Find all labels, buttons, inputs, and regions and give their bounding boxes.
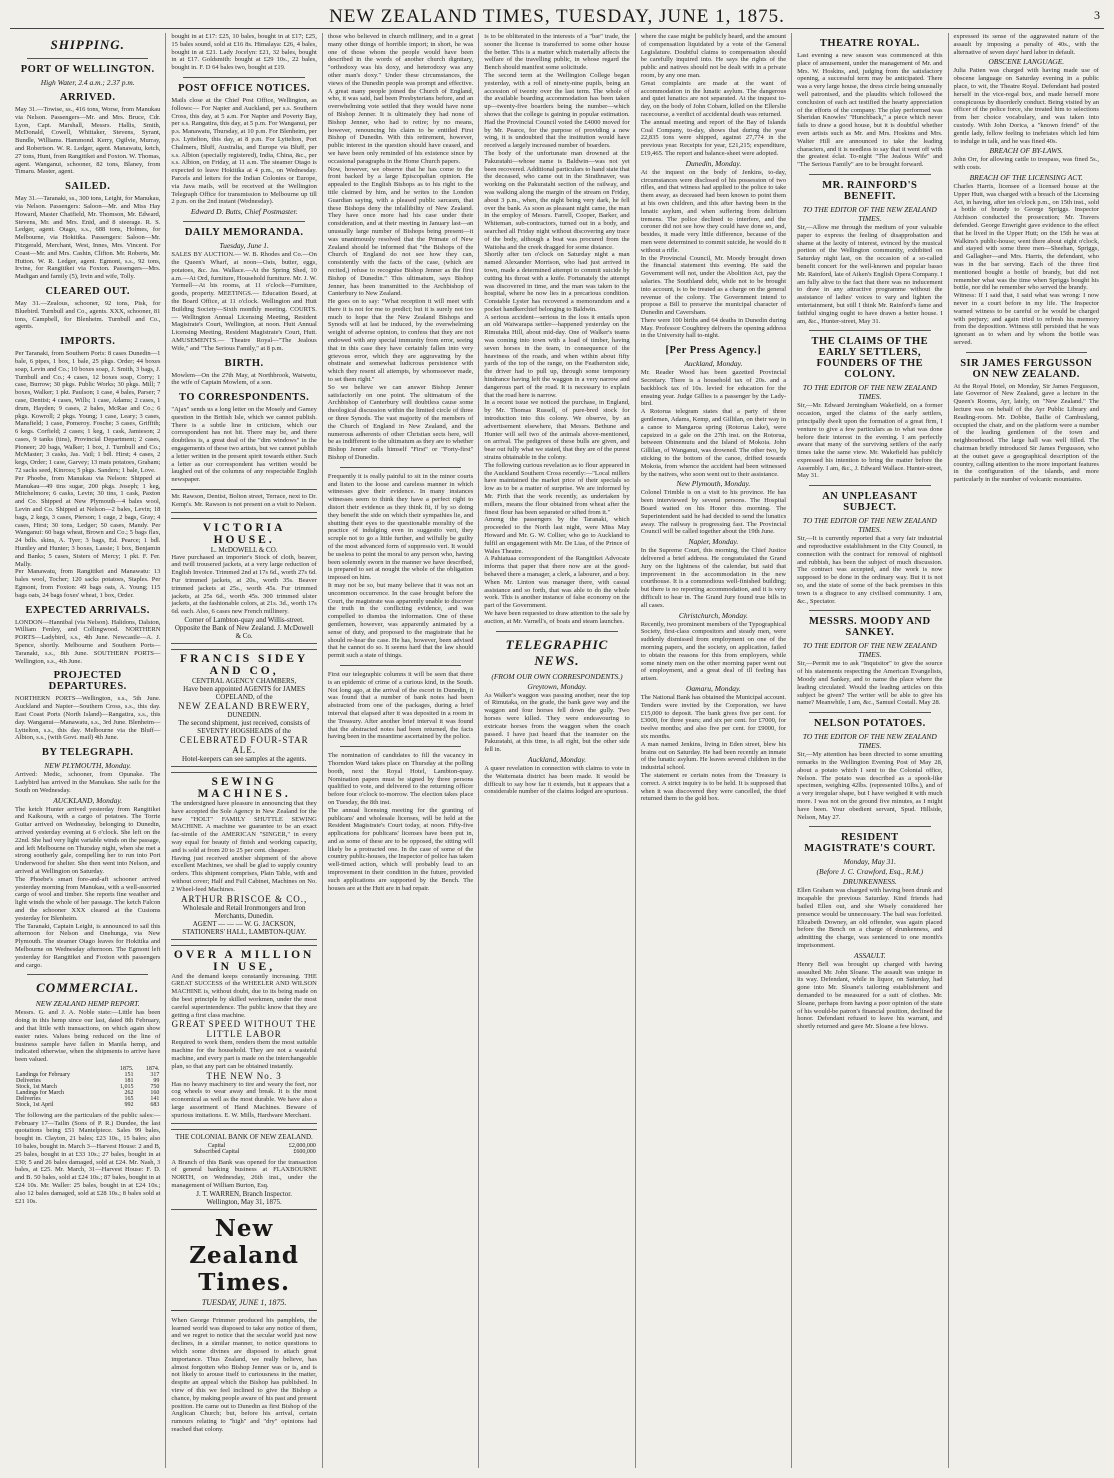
- shipping-notes-3: The Taranaki, Captain Leight, is announced to sail this afternoon for Nelson and Onehunga, via New Plymouth. The steamer Otago leaves for Hokitika and Melbourne on Wednesday afternoon. The Egmont left yesterday for Rangitikei and Foxton with passengers and cargo.: [15, 922, 161, 969]
- witness-text: Witness: If I said that, I said what was wrong: I now never in a court before in my life. The Inspector warned witness to be careful or he would be charged with perjury; and again tried to refresh his memory from the deposition. Witness still persisted that he was ignorant as to when and by whom the bottle was served.: [953, 292, 1099, 346]
- telegraph-dunedin-3: There were 100 births and 64 deaths in Dunedin during May. Professor Coughtrey delivers the opening address in the University hall to-night.: [640, 316, 787, 340]
- bylaws-text: John Orr, for allowing cattle to trespass, was fined 5s., with costs.: [953, 156, 1099, 172]
- victoria-house-text: Have purchased an importer's Stock of cloth, beaver, and twill trousered jackets, at a very large reduction of English Invoice. Trimmed 2nd at 17s 6d., worth 27s 6d. Fur trimmed jackets, at 20s., worth 35s. Beaver trimmed jackets at 25s., worth 45s. Fur trimmed jackets, at 25s 6d., worth 45s. 300 trimmed ulster jackets, at the fashionable colors, at 21s. 3d., worth 17s 6d. each. Also, 6 cases new French millinery.: [171, 553, 317, 616]
- victoria-house-title: VICTORIA HOUSE.: [202, 521, 286, 546]
- port-heading: PORT OF WELLINGTON.: [20, 64, 155, 75]
- oamaru-dateline: Oamaru, Monday.: [686, 683, 741, 693]
- claims-heading: THE CLAIMS OF THE EARLY SETTLERS, FOUNDERS OF THE COLONY.: [811, 336, 929, 381]
- sewing-text: The undersigned have pleasure in announcing that they have accepted the Sole Agency in New Zealand for the new "HOLT" FAMILY SHUTTLE SEWING MACHINE. A machine we guarantee to be an exact fac-simile of the AMERICAN "SINGER," in every way equal for beauty of finish and working capacity, and is sold at from 20 to 25 per cent. cheaper.: [171, 800, 317, 854]
- column-5: [635, 33, 791, 1468]
- birth-heading: BIRTH.: [224, 357, 264, 369]
- column-4: [478, 33, 634, 1468]
- cell: Stock, 1st March: [16, 1083, 57, 1090]
- sewing-text-2: Having just received another shipment of the above excellent Machines, we shall be glad to supply country orders. This shipment comprises, Plain Table, with and without cover; Half and Full Cabinet, Machines on No. 2 Wheel-feed Machines.: [171, 854, 317, 893]
- agent-line: AGENT — — — W. G. JACKSON,: [192, 919, 296, 928]
- telegraph-cont: where the case might be publicly heard, and the amount of compensation liquidated by a vote of the General Legislature. Doubtful claims to compensation should be carefully inquired into. He says the rights of the public and natives should not be dealt with in a private room, by any one man.: [640, 33, 787, 79]
- news-stock: In a recent issue we noticed the purchase, in England, by Mr. Thomas Russell, of pure-bred stock for introduction into this colony. We observe, by an advertisement elsewhere, that Messrs. Bethune and Hunter will sell two of the animals above-mentioned, on arrival. The pedigrees of these bulls are given, and bear out fully what we stated, that they are of the purest strains obtainable in the colony.: [484, 399, 630, 462]
- greytown-dateline: Greytown, Monday.: [527, 681, 587, 691]
- cell: Landings for February: [16, 1071, 70, 1078]
- victoria-house-by: L. McDOWELL & CO.: [210, 545, 278, 554]
- fergusson-heading: SIR JAMES FERGUSSON ON NEW ZEALAND.: [960, 357, 1093, 380]
- post-office-text: Mails close at the Chief Post Office, Wellington, as follows:— For Napier and Auckland, per s.s. Southern Cross, this day, at 5 a.m. For Napier and Poverty Bay, per s.s. Rangatira, this day, at 5 p.m. For Wanganui, per p.s. Manawatu, Thursday, at 10 p.m. For Blenheim, per p.s. Lyttelton, this day, at 8 p.m. For Lyttelton, Port Chalmers, Bluff, Australia, and Europe via Bluff, per s.s. Albion (specially registered), India, China, &c., per s.s. Albion, on Friday, at 11 a.m. The steamer Otago is expected to leave Hokitika at 4 p.m., on Wednesday. Parcels and letters for the Indian Colonies or Europe, via Java mails, will be received at the Wellington Telegraph Office for transmission to Melbourne up till 2 p.m. on the 2nd instant (Wednesday).: [171, 96, 317, 206]
- four-star-ale: CELEBRATED FOUR-STAR ALE.: [179, 735, 309, 756]
- hemp-report-heading: NEW ZEALAND HEMP REPORT.: [35, 999, 140, 1009]
- napier-dateline: Napier, Monday.: [688, 537, 739, 547]
- post-office-sign: Edward D. Butts, Chief Postmaster.: [190, 207, 298, 217]
- divider: [809, 174, 930, 175]
- projected-heading: PROJECTED DEPARTURES.: [48, 670, 127, 693]
- claims-sub: TO THE EDITOR OF THE NEW ZEALAND TIMES.: [802, 383, 937, 402]
- table-row: [15, 1102, 160, 1108]
- news-college: The second term at the Wellington College began yesterday, with a roll of ninety-nine pupils, being an accession of twenty over the last term. The whole of the available boarding accommodation has been taken up—twenty-five boarders being the number—which shows that the college is gaining in popular estimation. Had the Provincial Council voted the £4000 moved for by Mr. Pearce, for the purpose of providing a new wing, it is undoubted that the institution would have received a largely increased number of boarders.: [484, 71, 630, 150]
- news-suicide: Shortly after ten o'clock on Saturday night a man named Alexander Morrison, who had just arrived in town, made a determined attempt to commit suicide by cutting his throat with a knife. Fortunately the attempt was discovered in time, and the man was taken to the hospital, where he now lies in a precarious condition. Constable Lyster has recovered a memorandum and a pocket handkerchief belonging to Baldwin.: [484, 251, 630, 313]
- new-no3: THE NEW No. 3: [206, 1070, 282, 1081]
- arrived-text: May 31.—Towise, ss., 416 tons, Worse, from Manukau via Nelson. Passengers—Mr. and Mrs. Bruce, Cdr. Lyon, Capt. Marshall, Messrs. Hallis, Smith, McDonald, Cowell, Whittaker, Stevens, Syrant, Bundle, Williams. Hammond. Kerry, Ogilvie, Murray, and Robertson. W. R. Ledger, agent. Manawatu, ketch, 27 tons, Hunt, from Rangitikei and Foxton. W. Thomas, agent. Wanganui, schooner, 82 tons, Blaney, from Timaru. Master, agent.: [15, 106, 161, 176]
- divider: [27, 974, 148, 975]
- telegraph-greytown: As Walker's waggon was passing another, near the top of Rimutaka, on the grade, the bank gave way and the waggon and four horses fell down the gully. Two horses were killed. They were endeavouring to extricate horses from the waggon when the coach passed. I have just heard that the teamster on the Pakuratahi, at this time, is all right, but the other side fell in.: [484, 691, 630, 754]
- bank-sign: J. T. WARREN, Branch Inspector.: [196, 1189, 292, 1198]
- briscoe-text: Wholesale and Retail Ironmongers and Iron Merchants, Dunedin.: [182, 903, 306, 920]
- brewery-text: The second shipment, just received, consists of SEVENTY HOGSHEADS of the: [178, 719, 311, 736]
- cell: 1874.: [145, 1065, 160, 1072]
- editorial-para-4: So we believe we can answer Bishop Jenner satisfactorily on one point. The ultimatum of the Archbishop of Canterbury will doubtless cause some theological discussion within the limited circle of three or three Synods. The vast majority of the members of the Church of England in New Zealand, and the numerous adherents of other Christian sects here, will be as indifferent to the ultimatum as they are to whether Bishop Jenner calls himself "First" or "Forty-first" Bishop of Dunedin.: [327, 383, 474, 462]
- cell: Subscribed Capital: [193, 1148, 240, 1155]
- news-licensing-cont: is to be obliterated in the interests of a "bar" trade, the sooner the license is transferred to some other house the better. This is a matter which materially affects the welfare of the travelling public, in whose regard the Bench should manifest some solicitude.: [484, 33, 630, 72]
- news-nomination: The nomination of candidates to fill the vacancy in Thorndon Ward takes place on Thursday at the polling booth, next the Royal Hotel, Lambton-quay. Nomination papers must be signed by three persons qualified to vote, and delivered to the returning officer before four o'clock to-morrow. The election takes place on Tuesday, the 8th inst.: [327, 752, 474, 806]
- brewery-name: NEW ZEALAND BREWERY,: [178, 701, 311, 712]
- editorial-crime: First our telegraphic columns it will be seen that there is an epidemic of crime of a curious kind, in the South. Not long ago, at the arrival of the escort in Dunedin, it was found that a number of bank notes had been abstracted from one of the packages, during a brief interval that elapsed after it was deposited in a room in the Treasury. After another brief interval it was found that the abstracted notes had been returned, the facts having been in the meantime ascertained by the police.: [327, 670, 474, 741]
- bank-ad: [171, 1129, 316, 1210]
- news-sale: We have been requested to draw attention to the sale by auction, at Mr. Varnell's, of boats and steam launches.: [484, 609, 630, 625]
- cell: Stock, 1st April: [16, 1101, 54, 1108]
- claims-text: Sir,—Mr. Edward Jerningham Wakefield, on a former occasion, urged the claims of the early settlers, principally dwelt upon the formation of a great firm, I venture to give a few particulars as to what was done before their interest in the evening. I am perfectly aware that many of the surviving settlers of the early times take the same view. Mr. Wakefield has publicly expressed his intention to bring the matter before the Assembly. I am, &c., J. Edward Wallace. Hunter-street, May 31.: [797, 402, 943, 480]
- moody-heading: MESSRS. MOODY AND SANKEY.: [809, 616, 931, 639]
- hemp-continued: bought in at £17: £25, 10 bales, bought in at £17; £25, 15 bales sound, sold at £16 8s. Himalaya: £26, 4 bales, bought in at £21. Lady Jocelyn: £21, 32 bales, bought in at £17. Goldsmith: bought at £29 10s., 22 bales, bought in. F. D 64 bales two, bought at £19.: [171, 33, 317, 72]
- shipping-heading: SHIPPING.: [50, 37, 125, 52]
- unpleasant-heading: AN UNPLEASANT SUBJECT.: [822, 491, 918, 514]
- correspondents-heading: TO CORRESPONDENTS.: [179, 392, 310, 404]
- divider: [809, 330, 930, 331]
- divider: [496, 631, 617, 632]
- commercial-heading: COMMERCIAL.: [36, 980, 140, 996]
- rainford-heading: MR. RAINFORD'S BENEFIT.: [822, 179, 918, 202]
- unpleasant-sub: TO THE EDITOR OF THE NEW ZEALAND TIMES.: [802, 516, 937, 535]
- cell: 1,015: [120, 1083, 134, 1090]
- memoranda-text: SALES BY AUCTION.— W. B. Rhodes and Co.—On the Queen's Wharf, at noon—Oats, butter, eggs, potatoes, &c. Jas. Wallace.—At the Spring Shed, 10 a.m.—At Ord, furniture, Household furniture. Mr. J. W. Yermell—At his rooms, at 11 o'clock—Furniture, goods, property. MEETINGS.— Education Board, at the Board Office, at 11 o'clock. Wellington and Hutt Building Society—Sixth monthly meeting. COURTS.— Wellington Annual Licensing Meeting, Resident Magistrate's Court, Wellington, at noon. Hutt Annual Licensing Meeting, Resident Magistrate's Court, Hutt. AMUSEMENTS.— Theatre Royal—"The Jealous Wife," and "The Serious Family," at 8 p.m.: [171, 251, 317, 352]
- press-new-plymouth: Colonel Trimble is on a visit to his province. He has been interviewed by several persons. The Hospital Board waited on his Honor this morning. The Superintendent said he had decided to send the lunatics away. The railway is progressing fast. The Provincial Council will be called together about the 19th June.: [640, 489, 787, 536]
- memoranda-date: Tuesday, June 1.: [219, 241, 269, 251]
- editorial-continued: those who believed in church millinery, and in a great many other things of horrible import; in short, he was one of those whom the people would have been described in the words of another church dignitary, "orthodoxy was his doxy, and heterodoxy was any other man's doxy." Under these circumstances, the views of the Dunedin people was prompt and effective. A great many people joined the Church of England, who, it was said, had been Presbyterians before, and an overwhelming vote settled that they would have none of Bishop Jenner. It is ultimately they had none of Bishop Jenner, who had to retire; by no means, however, renouncing his claim to be entitled First Bishop of Dunedin. With this retirement, however, public interest in the question should have ceased, and we have been only reminded of his existence since by occasional paragraphs in the Home Church papers.: [327, 33, 474, 165]
- assault-heading: ASSAULT.: [854, 950, 886, 960]
- sidey-title: FRANCIS SIDEY AND CO,: [180, 653, 309, 678]
- million-text: And the demand keeps constantly increasing. THE GREAT SUCCESS of the WHEELER AND WILSON MACHINE is, without doubt, due to its being made on the best principle by skilled workmen, under the most careful superintendence. The public know that they are getting a first class machine.: [171, 972, 317, 1019]
- dentist-text: Mr. Rawson, Dentist, Bolton street, Terrace, next to Dr. Kemp's. Mr. Rawson is not present on a visit to Nelson.: [171, 493, 317, 508]
- press-treasury: The statement re certain notes from the Treasury is correct. A strict inquiry is to be held. It is supposed that when it was discovered they were cancelled, the thief returned them to the gold box.: [640, 771, 787, 803]
- rmc-text: Ellen Graham was charged with having been drunk and incapable the previous Saturday. Kind friends had bailed Ellen out, and she Wisely considered her presence would be unnecessary. The bail was forfeited. Elizabeth Downey, an old offender, was again placed before the Bench on a charge of drunkenness, and admitting the charge, was sentenced to one month's imprisonment.: [797, 887, 943, 949]
- divider: [183, 221, 304, 222]
- cell: £2,000,000: [288, 1142, 316, 1149]
- auckland-dateline: AUCKLAND, Monday.: [53, 795, 123, 805]
- drunkenness-heading: DRUNKENNESS.: [842, 877, 897, 887]
- editorial-para-2: Now, however, we observe that he has come to the front backed by a large Episcopalian opinion. He appealed to the English Bishops as to his right to the title claimed by him, and he writes to the London Guardian saying, with a pleased public sarcasm, that these Bishops deny the infallibility of New Zealand. They have once more had his case under their consideration, and at their meeting in January last—an unusually large number of Bishops being present—it was unanimously resolved that the Primate of New Zealand should be informed that "the Bishops of the Church of England do not see how they can, consistently with the facts of the case, (which are recited,) refuse to recognise Bishop Jenner as the first Bishop of Dunedin." This ultimatum, says Bishop Jenner, has been transmitted to the Archbishop of Canterbury to New Zealand.: [327, 165, 474, 298]
- column-2: [165, 33, 321, 1468]
- telegraph-sub: (FROM OUR OWN CORRESPONDENTS.): [491, 671, 623, 681]
- page-title: NEW ZEALAND TIMES, TUESDAY, JUNE 1, 1875.: [329, 6, 785, 27]
- column-6: [791, 33, 947, 1468]
- cleared-heading: CLEARED OUT.: [45, 285, 130, 297]
- projected-text: NORTHERN PORTS—Wellington, s.s., 5th June. Auckland and Napier—Southern Cross, s.s., this day. East Coast Ports (North Island)—Rangatira, s.s., this day. Wanganui—Manawatu, s.s., 3rd June. Blenheim—Lyttelton, s.s., this day. Melbourne via the Bluff—Albion, s.s., (with Govt. mail) 4th June.: [15, 695, 161, 742]
- licensing-heading: BREACH OF THE LICENSING ACT.: [969, 172, 1083, 182]
- fergusson-text: At the Royal Hotel, on Monday, Sir James Fergusson, late Governor of New Zealand, gave a lecture in the Queen's Rooms, Ayr, lately, on "New Zealand." The lecture was on behalf of the Ayr Public Library and Reading-room. Mr. Dobbie, Bailie of Cambuslang, occupied the chair, and on the platform were a number of the leading gentlemen of the town and neighbourhood. The large hall was well filled. The chairman briefly introduced Sir James Fergusson, who at the outset gave a geographical description of the country, calling attention to the more important features in the configuration of the islands, and more particularly in the number of volcanic mountains.: [953, 382, 1099, 484]
- press-agency-heading: [Per Press Agency.]: [665, 345, 762, 357]
- shipping-notes-2: The Phoebe's smart fore-and-aft schooner arrived yesterday morning from Manukau, with a well-assorted cargo of wool and timber. She reports fine weather and light winds the whole of her passage. The ketch Falcon and the schooner XXX cleared at the Customs yesterday for Blenheim.: [15, 875, 161, 922]
- licensing-text: Charles Harris, licensee of a licensed house at the Upper Hutt, was charged with a breach of the Licensing Act, in having, after ten o'clock p.m., on 15th inst., sold a bottle of brandy to George Spriggs. Inspector Atchison conducted the prosecution; Mr. Travers defended. George Enwright gave evidence to the effect that he lived in the Upper Hutt; on the 15th he was at Walkins's public-house; went there about eight o'clock, and stayed with some three men—Sheehan, Spriggs, and Gallagher—and Mrs. Harris, the defendant, who was in the bar serving. Each of the three first mentioned bought a bottle of brandy, but did not remember what was the time when Spriggs bought his bottle, nor did he remember who served the brandy.: [953, 182, 1099, 292]
- great-speed: GREAT SPEED WITHOUT THE LITTLE LABOR: [171, 1019, 317, 1040]
- victoria-house-ad: [171, 518, 316, 644]
- million-title: OVER A MILLION IN USE,: [173, 948, 315, 973]
- obscene-text: Julia Patten was charged with having made use of obscene language on Saturday evening in a public place, to wit, the Theatre Royal. Defendant had posted herself in the vice-regal box, and made herself more conspicuous by disorderly conduct. Being visited by an officer of the police force, she treated him to selections from her choice vocabulary, and was taken into custody. With John Dorica, a "known friend" of the gentle lady, fellow feeling to inebriates which led him to indulge in talk, and he was fined 40s.: [953, 67, 1099, 145]
- rainford-text: Sir,—Allow me through the medium of your valuable paper to express the feeling of disapprobation and shame at the laxity of interest, evinced by the musical portion of the Wellington community, exhibited on Saturday night last, on the occasion of a so-called benefit concert for the well-known and popular basso Mr. Rainford, late of Aiken's English Opera Company. I am fully alive to the fact that there was no inducement to draw in any attractive programme without the assistance of ladies' voices to vary and lighten the entertainment, but still I think Mr. Rainford's fame and faithful singing ought to have drawn a better house. I am, &c., Hunter-street, May 31.: [797, 223, 943, 325]
- press-christchurch: Recently, two prominent members of the Typographical Society, first-class compositors and steady men, were suddenly dismissed from employment on one of the morning papers, and the society, on application, failed to obtain the reasons for this from employers, while some ninety men on the other morning paper went out of employment, and a great deal of ill feeling has arisen.: [640, 620, 787, 683]
- telegraph-dunedin-2: In the Provincial Council, Mr. Moody brought down the financial statement this evening. He said the Government will not, under the Abolition Act, pay the salaries. The Southland debt, while not to be brought into account, is to be treated as a charge on the general revenue of the colony. The Government intend to propose a Bill to preserve the municipal character of Dunedin and Caversham.: [640, 254, 787, 317]
- auckland-dateline: Auckland, Monday.: [527, 754, 587, 764]
- cell: Landings for March: [16, 1089, 64, 1096]
- unpleasant-text: Sir,—It is currently reported that a very fair industrial and reproductive establishment in the City Council, in connection with the contract for removal of nightsoil and rubbish, has been the subject of much discussion. The contract was accepted, and the work is now supposed to be done in the ordinary way. But it is not so, and the state of some of the back premises in this town is a disgrace to any civilised community. I am, &c., Spectator.: [797, 535, 943, 605]
- cell: Deliveries: [16, 1095, 41, 1102]
- editorial-para-3: He goes on to say: "What reception it will meet with there it is not for me to predict; but it is surely not too much to hope that the New Zealand Bishops and Synods will at last be induced, by the overwhelming weight of adverse opinion, to confess that they are not endowed with any special immunity from error, seeing that in this case they have certainly fallen into very grievous error, which they are aggravating by the obstinate and somewhat ludicrous persistence with which they resent all attempts, by whomsoever made, to set them right.": [327, 298, 474, 384]
- moody-sub: TO THE EDITOR OF THE NEW ZEALAND TIMES.: [802, 641, 937, 660]
- cell: 181: [124, 1077, 134, 1084]
- assault-text: Henry Bell was brought up charged with having assaulted Mr. John Sloane. The assault was unique in its way. Defendant, while in liquor, on Saturday, had gone into Mr. Sloane's tailoring establishment and demanded to be measured for a suit of clothes. Mr. Sloane, perhaps from having a poor opinion of the state of his would-be patron's financial position, declined the honor. Defendant refused to leave his warrant, and shortly returned and gave Mr. Sloane a few blows.: [797, 960, 943, 1031]
- bank-date: Wellington, May 31, 1875.: [206, 1197, 282, 1206]
- obscene-heading: OBSCENE LANGUAGE.: [988, 57, 1065, 67]
- bank-text: A Branch of this Bank was opened for the transaction of general banking business at FLAXBOURNE NORTH, on Wednesday, 26th inst., under the management of William Burton, Esq.: [171, 1158, 317, 1189]
- arrived-heading: ARRIVED.: [59, 92, 116, 103]
- column-3: [322, 33, 478, 1468]
- np-text: Arrived: Medic, schooner, from Opunake. The Ladybird has arrived in the Manukau. She sails for the South on Wednesday.: [15, 771, 161, 794]
- cleared-text: May 31.—Zealous, schooner, 92 tons, Pisk, for Bluebird. Turnbull and Co., agents. XXX, schooner, 81 tons, Campbell, for Blenheim. Turnbull and Co., agents.: [15, 299, 161, 331]
- briscoe-title: ARTHUR BRISCOE & CO.,: [181, 893, 308, 904]
- cell: 750: [150, 1083, 160, 1090]
- divider: [340, 467, 461, 468]
- divider: [809, 485, 930, 486]
- bank-table: [171, 1143, 316, 1155]
- paper-dateline: TUESDAY, JUNE 1, 1875.: [171, 1298, 316, 1311]
- editorial-witnesses-2: It may not be so, but many believe that it was not an uncommon occurrence. In the case brought before the Court, the magistrate was apparently unable to discover the truth in the conflicting evidence, and was compelled to dismiss the information. One of these gentlemen, however, was apparently animated by a sense of duty, and proposed to the magistrate that he should re-hear the case. He has, however, been advised that he cannot do so. It seems hard that the law should permit such a state of things.: [327, 581, 474, 660]
- hemp-table: [15, 1066, 160, 1108]
- rainford-sub: TO THE EDITOR OF THE NEW ZEALAND TIMES.: [802, 204, 937, 223]
- christchurch-dateline: Christchurch, Monday.: [678, 610, 748, 620]
- expected-text: LONDON—Hannibal (via Nelson). Halidons, Dalston, William Fenley, and Collingwood. NORTHERN PORTS—Ladybird, s.s., 4th June. Newcastle—A. J. Spence, shortly. Melbourne and Southern Ports—Taranaki, s.s., 8th June. SOUTHERN PORTS—Wellington, s.s., 4th June.: [15, 618, 161, 665]
- rmc-before: (Before J. C. Crawford, Esq., R.M.): [816, 867, 924, 877]
- divider: [966, 352, 1087, 353]
- brewery-foot: Hotel-keepers can see samples at the agents.: [182, 755, 307, 764]
- news-economy: A Pahiatuaa correspondent of the Rangitikei Advocate informs that paper that there now are at the good-behaved there a manager, a clerk, a labourer, and a boy. When Mr. Linton was manager there, with casual assistance and so forth, that was able to do the whole work. This is another instance of false economy on the part of the Government.: [484, 555, 630, 610]
- sewing-title: SEWING MACHINES.: [197, 776, 291, 801]
- table-row: [171, 1149, 316, 1155]
- high-water: High Water, 2.4 a.m.; 2.37 p.m.: [40, 78, 135, 87]
- news-passengers: Among the passengers by the Taranaki, which proceeded to the North last night, were Miss May Howard and Mr. G. W. Collier, who go to Auckland to fulfil an engagement with Mr. De Lias, of the Prince of Wales Theatre.: [484, 516, 630, 555]
- potatoes-sub: TO THE EDITOR OF THE NEW ZEALAND TIMES.: [802, 732, 937, 751]
- post-office-heading: POST OFFICE NOTICES.: [178, 82, 311, 94]
- expected-heading: EXPECTED ARRIVALS.: [25, 604, 150, 616]
- cell: 992: [124, 1101, 134, 1108]
- cell: 317: [150, 1071, 160, 1078]
- dunedin-dateline: Dunedin, Monday.: [685, 158, 742, 168]
- imports-text: Per Taranaki, from Southern Ports: 8 cases Dunedin—1 bale, 6 pipes, 1 box, 1 bale, 25 pkgs. Order; 44 boxes soap, Levin and Co.; 10 boxes soap, J. Smith, 3 bags, J. Turnbull and Co.; 4 cases, 12 boxes soap, Corry; 1 case, Burrow; 30 pkgs. Public Works; 30 pkgs. Mill; 7 boxes, Walker; 1 pkt. Paulson; 1 case, 4 bales, Parser; 7 case, Dentist; 4 cases, Wills; 1 case, Adams; 2 cases, 1 drum, Hayden; 9 cases, 2 bales, McRae and Co.; 6 pkgs. Kowroll; 2 pkgs. Young; 1 case, Leary; 3 cases, Mansfield; 1 case, Pomeroy. Fosche; 3 cases, Griffith; 6 kegs. Corfield; 2 cases; 1 keg, 1 cask, Jamieson; 2 cases, 9 tanks (tins), Provincial Department; 2 cases, Pioneer; 20 bags, Walker; 1 box, J. Turnbull and Co.; McMaster; 3 casks, Jas. Vail; 1 bdl. Hirst; 4 cases, 2 kegs, Order; 1 case, Garvey; 13 mats potatoes, Graham; 72 sacks seed, Kinross; 5 pkgs. Sanders; 1 bale, Love.: [15, 350, 161, 475]
- sidey-sub: CENTRAL AGENCY CHAMBERS,: [191, 677, 297, 686]
- editorial-text: When George Frimmer produced his pamphlets, the learned world was disposed to take any notice of them, and we regret to notice that the secular world just now declines, in a similar manner, to notice questions to which some divines are disposed to attach great importance. Thus Zealand, we really believe, has almost forgotten who Bishop Jenner was or is, and is not likely to arouse itself to curiousness in the matter, despite an appeal which the Bishop has published. In view of this we feel inclined to give the Bishop a chance, by making people aware of his past and present position. He came out to Dunedin as first Bishop of the Anglican Church; but, before his arrival, certain rumours relating to "high" and "dry" opinions had reached that colony.: [171, 1316, 317, 1433]
- brewery-place: DUNEDIN.: [227, 711, 261, 720]
- sewing-ad: [171, 772, 316, 940]
- million-text-2: Required to work them, renders them the most suitable machine for the household. They are not a wasteful machine, and every part is made on the interchangeable plan, so that any part can be obtained instantly.: [171, 1039, 317, 1070]
- cell: Deliveries: [16, 1077, 41, 1084]
- cell: 1875.: [120, 1065, 134, 1072]
- sailed-heading: SAILED.: [65, 181, 111, 193]
- moody-text: Sir,—Permit me to ask "Inquisitor" to give the source of his statements respecting the American Evangelists, Moody and Sankey, and to name the place where the leading circulated. Would the leading articles on this subject be given? The writer will be able to give his name? Meanwhile, I am, &c., Samuel Costall. May 28.: [797, 660, 943, 707]
- shipping-notes: The ketch Hunter arrived yesterday from Rangitikei and Kaikoura, with a cargo of potatoes. The Torrie Guitar arrived on Wednesday, belonging to Dunedin, arrived yesterday evening at 6 o'clock. She left on the 22nd. She had very light variable winds on the passage, and left Melbourne on Thursday night, when she met a strong southerly gale, compelling her to run into Port Underwood for shelter. She then went into Nelson, and arrived at Wellington on Saturday.: [15, 805, 161, 875]
- cell: 683: [150, 1101, 160, 1108]
- memoranda-heading: DAILY MEMORANDA.: [184, 227, 304, 239]
- sidey-ad: [171, 649, 316, 767]
- telegraph-heading: TELEGRAPHIC NEWS.: [505, 636, 609, 668]
- wheeler-wilson-ad: [171, 945, 316, 1124]
- theatre-text: Last evening a new season was commenced at this place of amusement, under the management of Mr. and Mrs. W. Hoskins, and, judging from the satisfactory opening, a successful term may be anticipated. There was a very large house, the dress circle being unusually well patronised, and the plaudits which followed the conclusion of each act testified the hearty appreciation of the efforts of the company. The play performed was Sheridan Knowles' "Hunchback," a piece which never fails to draw a good house, but it is doubtful whether even artists such as Mr. and Mrs. Hoskins and Mrs. Walter Hill are announced to take the leading characters, and it is needless to say that it went off with the greatest éclat. To-night "The Jealous Wife" and "The Serious Family" are to be brought forward.: [797, 52, 943, 169]
- np-dateline: NEW PLYMOUTH, Monday.: [44, 761, 132, 771]
- victoria-house-addr: Corner of Lambton-quay and Willis-street. Opposite the Bank of New Zealand. J. McDowell & Co.: [174, 616, 314, 641]
- press-napier: In the Supreme Court, this morning, the Chief Justice delivered a brief address. He congratulated the Grand Jury on the lightness of the calendar, but said that improvement in the accommodation in the new courthouse. It is a commodious well-finished building; but there is no reporting accommodation, and it is very difficult to hear in. The Grand Jury found true bills in all cases.: [640, 547, 787, 609]
- cell: 99: [153, 1077, 160, 1084]
- masthead: [10, 6, 1104, 29]
- divider: [27, 58, 148, 59]
- dentist-ad: [171, 489, 316, 513]
- divider: [340, 665, 461, 666]
- press-jenkins: A man named Jenkins, living in Eden street, blew his brains out on Saturday. He had been recently an inmate of the lunatic asylum. He leaves several children in the industrial school.: [640, 740, 787, 772]
- rmc-date: Monday, May 31.: [843, 857, 897, 867]
- telegraph-dunedin: At the inquest on the body of Jenkins, to-day, circumstances were disclosed of his possession of two rifles, and that witness had applied to the police to take them away, as deceased had been known to point them at his own children, and this after having been in the lunatic asylum, and when suffering from delirium tremens. The police declined to interfere, and the coroner did not see how they could have done so, and, besides, it made very little difference, because of the men were determined to commit suicide, he would do it without a rifle.: [640, 168, 787, 254]
- public-sales-text: The following are the particulars of the public sales:— February 17—Tailin (Sons of P. R.) Dundee, the last quotations being £51 Mantelpiece. Sales 99 bales, bought in. Clayton, 21 bales; £23 10s., 15 bales; also 10 bales, bought in. March 3—Harvest House: 2 and B, 25 bales, bought in at £33 10s.; 27 bales, bought in at £30; 5 and 26 bales damaged, sold at £24. Mr. Nash, 3 bales, at £25. Mr. March, 31—Harvest House: F. D. and B. 50 bales, sold at £24 10s.; 87 bales, bought in at £24 10s. Mr. Waller: 25 bales, bought in at £24 10s.; also 12 bales damaged, sold at £28 10s.; 8 bales sold at £21 10s.: [15, 1111, 161, 1205]
- np-dateline: New Plymouth, Monday.: [676, 479, 751, 489]
- sailed-text: May 31.—Taranaki, ss., 300 tons, Leight, for Manukau, via Nelson. Passengers: Saloon—Mr. and Miss Hay Howard, Master Chatfield, Mr. Thomson, Mr. Edward, Stevens, Mr. and Mrs. Enid, and 8 steerage. R. S. Ledger, agent. Otago, s.s., 688 tons, Holmes, for Melbourne, via Hokitika. Passengers: Saloon—Mr. Fitzgerald, Merchant, West, Innes, Mrs. Vincent. For Coast—Mr. and Mrs. Cashin, Clifton. Mr. Roberts, Mr. Hutton. W. R. Ledger, agent. Egmont, s.s., 92 tons, Irvine, for Rangitikei via Foxton. Passengers—Mrs. Madigan and family (5), Irvin and wife, Tolly.: [15, 195, 161, 281]
- cell: 160: [150, 1089, 160, 1096]
- imports-text-3: Per Manawatu, from Rangitikei and Manawatu: 13 bales wool, Tocher; 120 sacks potatoes, Staples. Per Egmont, from Foxton: 49 bags oats, A. Young; 115 bags oats, 24 bags foxes' wheat, 1 box, Order.: [15, 568, 161, 599]
- correspondents-text: "Ajax" sends us a long letter on the Mosely and Gamey question in the British Isle, which we cannot publish. There is a subtle line in criticism, which our correspondent has not hit. There may be, and there doubtless is, a great deal of the "dim windows" in the engagements of these two artists, but we cannot publish a letter written in the present spirit towards either. Such a letter as our correspondent has written would be laughed out of the columns of any respectable English newspaper.: [171, 406, 317, 484]
- divider: [340, 746, 461, 747]
- cell: 262: [124, 1089, 134, 1096]
- news-drowned: The body of the unfortunate man drowned at the Pakuratahi—whose name is Baldwin—was not yet been recovered. Additional particulars to hand state that the deceased, who came out in the Strathnaver, was working on the Pakuratahi section of the railway, and was walking along the margin of the stream on Friday, about 3 p.m., when, the night being very dark, he fell over the bank. As soon as pleasant night came, the man in the employ of Messrs. Farrell, Cooper, Barker, and Whiteman, sub-contractors, turned out in a body, and searched all Friday night without discovering any trace of the body, although a boat was procured from the Waitoha and the creek dragged for some distance.: [484, 149, 630, 251]
- bylaws-heading: BREACH OF BY-LAWS.: [989, 146, 1064, 156]
- hemp-text: Messrs. G. and J. A. Noble state:—Little has been doing in this hemp since our last, dated 8th February, and that little with transactions, on which again show easier rates. Values being reduced on the line of business sample have fallen in Manila hemp, and indicated otherwise, when the shipments to arrive have been valued.: [15, 1009, 161, 1064]
- assault-cont: expressed its sense of the aggravated nature of the assault by imposing a penalty of 40s., with the alternative of seven days' hard labor in default.: [953, 33, 1099, 56]
- cell: £600,000: [293, 1148, 316, 1155]
- news-flour: The following curious revelation as to flour appeared in the Auckland Southern Cross recently:—"Local millers have maintained the market price of their specials so low as to be a matter of surprise. We are informed by Mr. Firth that the work recently, as undertaken by millers, means the flour obtained from wheat after the finest flour has been separated or sifted from it.": [484, 461, 630, 516]
- stationers-line: STATIONERS' HALL, LAMBTON-QUAY.: [182, 927, 307, 936]
- cell: Capital: [207, 1142, 226, 1149]
- page-number: 3: [1094, 8, 1100, 22]
- cell: 165: [124, 1095, 134, 1102]
- sidey-text: Have been appointed AGENTS for JAMES COPELAND, of the: [183, 685, 306, 702]
- theatre-heading: THEATRE ROYAL.: [819, 38, 920, 49]
- cell: 151: [124, 1071, 134, 1078]
- press-oamaru: The National Bank has obtained the Municipal account. Tenders were invited by the Corporation, we have £15,000 to deposit. The bank gives five per cent. for £3000, for three years; and six per cent. for £7000, for twelve months; and also five per cent. for £9000, for six months.: [640, 693, 787, 740]
- imports-heading: IMPORTS.: [60, 336, 116, 348]
- divider: [809, 610, 930, 611]
- imports-text-2: Per Phoebe, from Manukau via Nelson: Shipped at Manukau—49 tins sugar, 200 pkgs. Joseph; 1 keg, Mitchelmore; 6 casks, Levin; 30 tins, 1 cask, Paxton and Co. Shipped at New Plymouth—4 bales wool, Levin and Co. Shipped at Nelson—2 bales, Levin; 18 bags, 2 kegs, 3 cases, Pierson; 1 cage, 2 bags, Gray; 4 cases, Hirst; 30 tons, Ledger; 50 cases, Mandy. Per Wanganui: 60 bags wheat, Brown and Co.; 5 bags flax, 24 bdls. skins, A. Tyer; 3 bags, Ed. Pearce; 1 bdl. Huntley and Hunter; 3 boxes, Lassie; 1 box, Benjamin and Banks; 5 cases, Sisters of Mercy; 1 pkt. F. Fer. Mally.: [15, 474, 161, 568]
- potatoes-text: Sir,—My attention has been directed to some smutting remarks in the Wellington Evening Post of May 28, about a potato which I sent to the Colonial office, Nelson. The potato was described as a spook-like specimen, weighing 42lbs. (represented 10lbs.), and of a very irregular shape, but I have weighed it with much more. I was not on the ground five minutes, as I might have been. Your obedient servant, Spud. Hillside, Nelson, May 27.: [797, 751, 943, 821]
- columns: [10, 33, 1104, 1468]
- press-rotorua: A Rotorua telegram states that a party of three gentlemen, Adams, Kemp, and Gillilan, on their way in a canoe to Mangaroa spring (Rotorua Lake), were capsized in a gale on the 27th inst. on the Rotorua, between Ohinemutu and the Island of Mokoia. John Gillilan, of Wanganui, was drowned. The other two, by sticking to the bottom of the canoe, drifted towards Mokoia, from whence the accident had been witnessed by the natives, who soon went out to their assistance.: [640, 408, 787, 478]
- column-1: [10, 33, 165, 1468]
- telegraph-heading: BY TELEGRAPH.: [41, 747, 134, 759]
- divider: [809, 826, 930, 827]
- press-auckland-dateline: Auckland, Monday.: [684, 359, 743, 369]
- rmc-heading: RESIDENT MAGISTRATE'S COURT.: [804, 832, 936, 855]
- million-foot: Has no heavy machinery to tire and weary the feet, nor cog wheels to wear away and break. It is the most economical as well as the most durable. We have also a large assortment of Hand Machines. Beware of spurious imitations. E. W. Mills, Hardware Merchant.: [171, 1080, 317, 1119]
- press-auckland: Mr. Reader Wood has been gazetted Provincial Secretary. There is a household tax of 20s. and a backblock tax of 10s. levied for education for the ensuing year. Judge Gillies is a passenger by the Lady-bird.: [640, 369, 787, 408]
- birth-text: Mowlem—On the 27th May, at Northbrook, Waiwetu, the wife of Captain Mowlem, of a son.: [171, 371, 317, 387]
- divider: [809, 712, 930, 713]
- column-7: [948, 33, 1104, 1468]
- telegraph-coal: The annual meeting and report of the Bay of Islands Coal Company, to-day, shows that during the year 22,835 tons were shipped, against 27,774 in the previous year. Receipts for year, £21,215; expenditure, £19,465. The report and balance-sheet were adopted.: [640, 118, 787, 157]
- divider: [183, 77, 304, 78]
- news-licensing: The annual licensing meeting for the granting of publicans' and wholesale licenses, will be held at the Resident Magistrate's Court today, at noon. Fifty-five applications for publicans' licenses have been put in, and as some of these are to be opposed, the sitting will likely be a protracted one. In the case of some of the country public-houses, the Inspector of police has taken well-timed action, which will probably lead to an improvement in their condition in the future, provided such applications are supported by the Bench. The houses are at the Hutt are in bad repair.: [327, 806, 474, 892]
- news-accident: A serious accident—serious in the loss it entails upon an old Waiwarapa settler—happened yesterday on the Rimutaka Hill, about mid-day. One of Walker's teams was coming into town with a load of timber, having seven horses in the team, in consequence of the heaviness of the roads, and when within about fifty yards of the top of the range, on the Featherston side, the driver had to pull up, through some temporary hindrance having left the waggon in a very narrow and dangerous part of the road. It is necessary to explain that the road here is narrow.: [484, 313, 630, 399]
- telegraph-asylum: Great complaints are made at the want of accommodation in the lunatic asylum. The dangerous and quiet lunatics are not separated. At the inquest to-day, on the body of John Cobarn, killed on the Ellerslie racecourse, a verdict of accidental death was returned.: [640, 79, 787, 118]
- potatoes-heading: NELSON POTATOES.: [813, 718, 926, 730]
- paper-nameplate: New Zealand Times.: [189, 1214, 300, 1296]
- cell: 141: [150, 1095, 160, 1102]
- editorial-witnesses: Frequently it is really painful to sit in the minor courts and listen to the loose and careless manner in which witnesses give their evidence. In many instances witnesses seem to think they have a perfect right to distort their evidence as they think fit, if by so doing they benefit the side on which their sympathies lie, and shutting their eyes to the questionable morality of the practice of indulging even in suggestio veri, they scruple not to go a little further, and wilfully be guilty of the most advanced form of suppressio veri. It would be useless to point the moral to any person who, having been solemnly sworn in the manner we have described, is prepared to set at nought the whole of the obligation imposed on him.: [327, 472, 474, 582]
- bank-heading: THE COLONIAL BANK OF NEW ZEALAND.: [175, 1132, 313, 1141]
- telegraph-auckland: A queer revelation in connection with claims to vote in the Waitemata district has been made. It would be difficult to say how far it extends, but it appears that a considerable number of the claims lodged are spurious.: [484, 764, 630, 796]
